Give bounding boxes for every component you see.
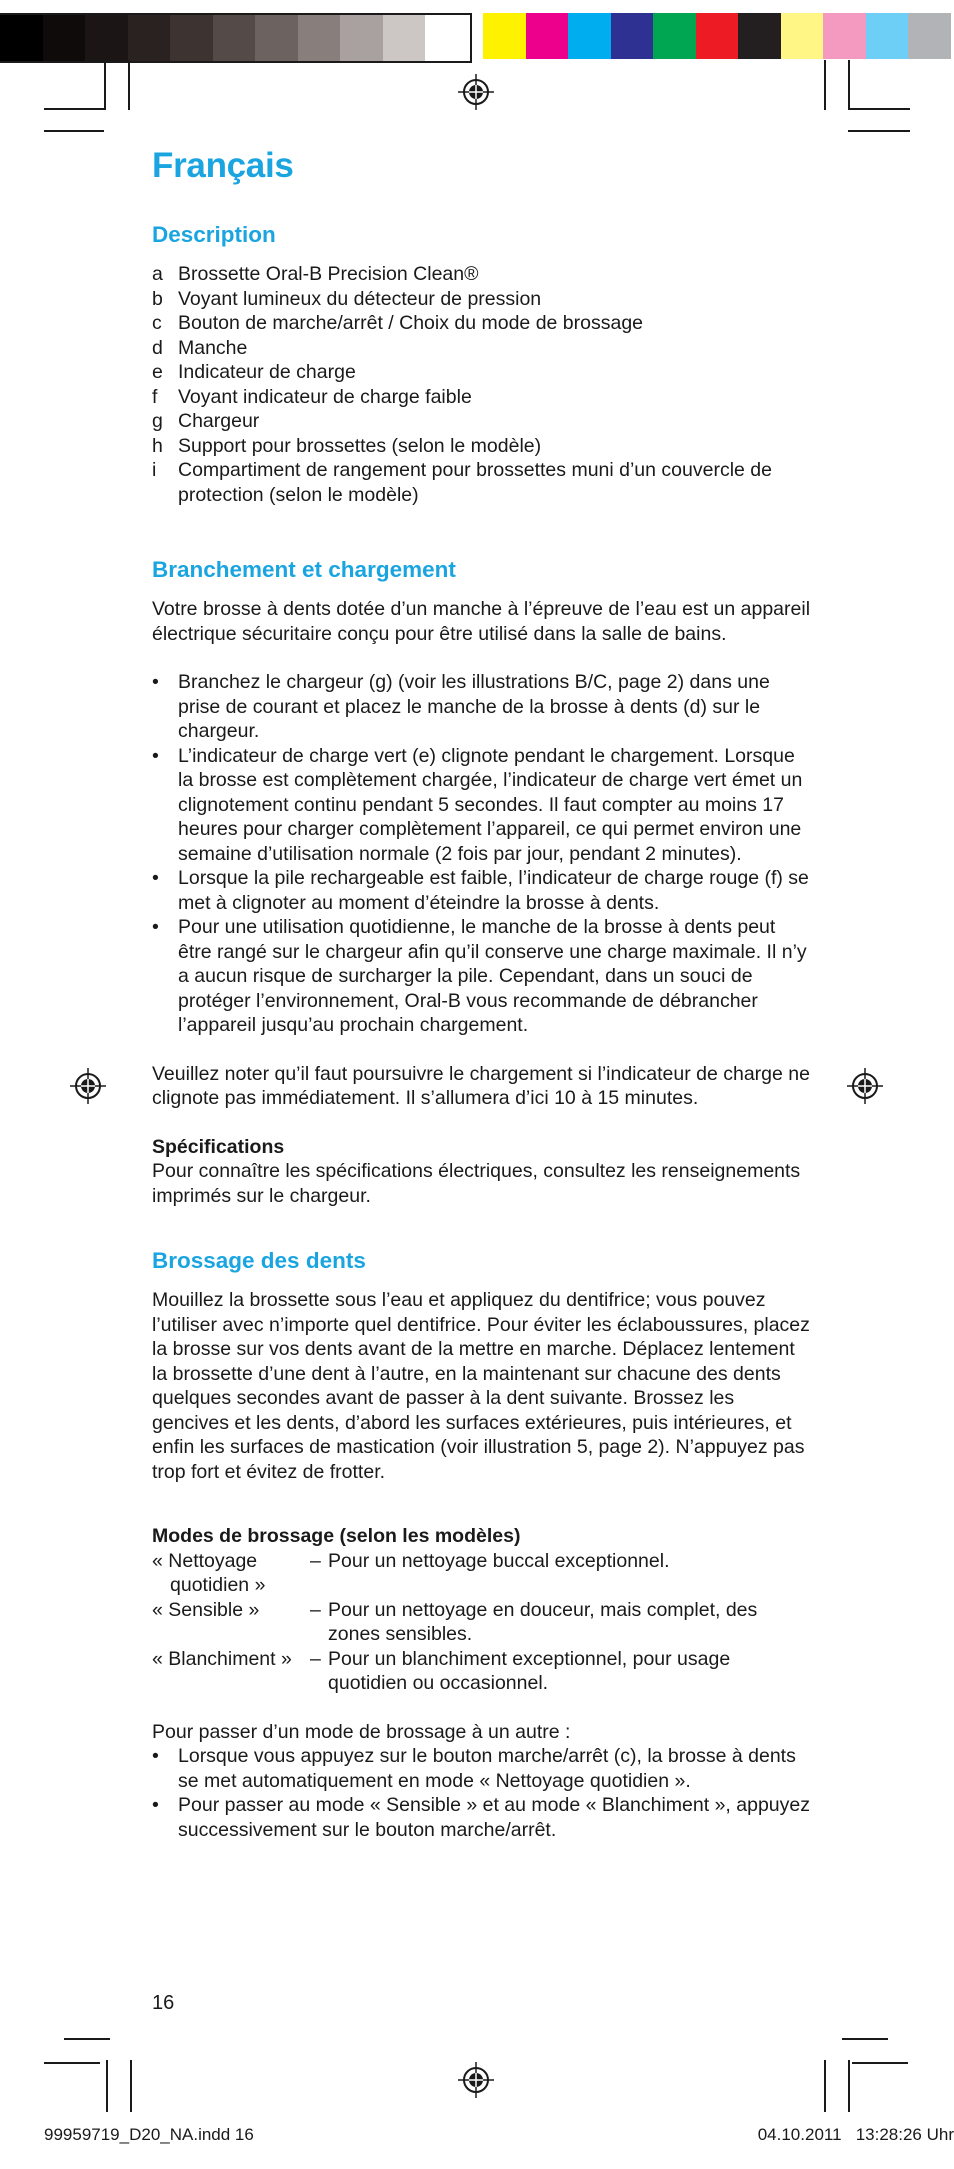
mode-row bbox=[152, 1647, 812, 1696]
gray-swatch bbox=[255, 15, 298, 61]
color-swatch bbox=[908, 13, 951, 59]
mode-row bbox=[152, 1549, 812, 1598]
bullet-text: Pour une utilisation quotidienne, le manche de la brosse à dents peut être rangé sur le chargeur afin qu’il conserve une charge maximale. Il n’y a aucun risque de surcharger la pile. Cependant, dans un souci de protéger l’environnement, Oral-B vous recommande de débrancher l’appareil jusqu’au prochain chargement. bbox=[178, 916, 807, 1036]
mode-name-cont: quotidien » bbox=[170, 1574, 266, 1596]
crop-mark bbox=[842, 2038, 888, 2040]
item-text: Brossette Oral-B Precision Clean® bbox=[178, 263, 479, 285]
list-item bbox=[152, 360, 812, 385]
specs-text: Pour connaître les spécifications électriques, consultez les renseignements imprimés sur le chargeur. bbox=[152, 1160, 801, 1207]
mode-dash: – bbox=[310, 1549, 321, 1572]
item-letter: a bbox=[152, 263, 163, 285]
item-letter: f bbox=[152, 385, 158, 408]
crop-mark bbox=[64, 2038, 110, 2040]
charging-note: Veuillez noter qu’il faut poursuivre le chargement si l’indicateur de charge ne clignote pas immédiatement. Il s’allumera d’ici 10 à 15 minutes. bbox=[152, 1062, 810, 1109]
modes-heading: Modes de brossage (selon les modèles) bbox=[152, 1525, 521, 1547]
item-letter: b bbox=[152, 287, 163, 310]
process-color-bar bbox=[483, 13, 951, 59]
section-heading-description: Description bbox=[152, 222, 276, 247]
item-text: Bouton de marche/arrêt / Choix du mode de brossage bbox=[178, 312, 644, 334]
color-swatch bbox=[526, 13, 569, 59]
crop-mark bbox=[848, 2060, 850, 2112]
page-title: Français bbox=[152, 146, 294, 185]
crop-mark bbox=[848, 130, 910, 132]
crop-mark bbox=[848, 108, 910, 110]
list-item bbox=[152, 915, 812, 1038]
registration-mark-icon bbox=[70, 1068, 106, 1104]
date-slug: 04.10.2011 13:28:26 Uhr bbox=[757, 2125, 954, 2144]
item-letter: d bbox=[152, 336, 163, 359]
switch-intro: Pour passer d’un mode de brossage à un autre : bbox=[152, 1720, 571, 1743]
mode-dash: – bbox=[310, 1598, 321, 1621]
gray-swatch bbox=[383, 15, 426, 61]
item-text: Chargeur bbox=[178, 410, 260, 432]
list-item bbox=[152, 434, 812, 459]
item-text: Compartiment de rangement pour brossettes muni d’un couvercle de protection (selon le modèle) bbox=[178, 459, 772, 506]
section-heading-charging: Branchement et chargement bbox=[152, 557, 456, 582]
mode-name bbox=[152, 1549, 310, 1598]
registration-mark-icon bbox=[458, 74, 494, 110]
list-item bbox=[152, 385, 812, 410]
gray-swatch bbox=[340, 15, 383, 61]
bullet-text: Lorsque la pile rechargeable est faible, l’indicateur de charge rouge (f) se met à clignoter au moment d’éteindre la brosse à dents. bbox=[178, 867, 809, 914]
crop-mark bbox=[106, 2060, 108, 2112]
list-item bbox=[152, 866, 812, 915]
specs-heading: Spécifications bbox=[152, 1135, 285, 1158]
bullet-marker: • bbox=[152, 916, 159, 938]
item-letter: c bbox=[152, 312, 162, 334]
item-text: Indicateur de charge bbox=[178, 361, 356, 383]
crop-mark bbox=[824, 2060, 826, 2112]
list-item bbox=[152, 409, 812, 434]
color-swatch bbox=[738, 13, 781, 59]
bullet-marker: • bbox=[152, 671, 159, 693]
color-swatch bbox=[611, 13, 654, 59]
item-text: Voyant lumineux du détecteur de pression bbox=[178, 287, 542, 310]
bullet-text: Pour passer au mode « Sensible » et au mode « Blanchiment », appuyez successivement sur le bouton marche/arrêt. bbox=[178, 1794, 810, 1841]
crop-mark bbox=[44, 130, 104, 132]
file-slug: 99959719_D20_NA.indd 16 bbox=[44, 2125, 254, 2144]
list-item bbox=[152, 311, 812, 336]
modes-list bbox=[152, 1549, 812, 1696]
gray-swatch bbox=[128, 15, 171, 61]
section-heading-brushing: Brossage des dents bbox=[152, 1248, 366, 1273]
list-item bbox=[152, 458, 812, 507]
gray-swatch bbox=[170, 15, 213, 61]
list-item bbox=[152, 1744, 812, 1793]
gray-swatch bbox=[425, 15, 468, 61]
item-letter: e bbox=[152, 361, 163, 383]
mode-desc bbox=[310, 1647, 812, 1696]
registration-mark-icon bbox=[458, 2062, 494, 2098]
mode-desc bbox=[310, 1598, 812, 1647]
crop-mark bbox=[130, 2060, 132, 2112]
gray-swatch bbox=[43, 15, 86, 61]
mode-name-text: « Sensible » bbox=[152, 1598, 260, 1621]
color-swatch bbox=[568, 13, 611, 59]
mode-desc bbox=[310, 1549, 812, 1598]
brushing-intro: Mouillez la brossette sous l’eau et appliquez du dentifrice; vous pouvez l’utiliser avec n’importe quel dentifrice. Pour éviter les éclaboussures, placez la brosse sur vos dents avant de la mettre en marche. Déplacez lentement la brossette d’une dent à l’autre, en la maintenant sur chacune des dents quelques secondes avant de passer à la dent suivante. Brossez les gencives et les dents, d’abord les surfaces extérieures, puis intérieures, et enfin les surfaces de mastication (voir illustration 5, page 2). N’appuyez pas trop fort et évitez de frotter. bbox=[152, 1289, 810, 1483]
bullet-marker: • bbox=[152, 1745, 159, 1767]
mode-dash: – bbox=[310, 1647, 321, 1670]
list-item bbox=[152, 336, 812, 361]
charging-bullet-list bbox=[152, 670, 812, 1038]
mode-row bbox=[152, 1598, 812, 1647]
gray-swatch bbox=[298, 15, 341, 61]
item-letter: i bbox=[152, 459, 157, 481]
mode-name-text: « Nettoyage bbox=[152, 1549, 258, 1572]
gray-color-bar bbox=[0, 13, 472, 63]
crop-mark bbox=[824, 60, 826, 110]
gray-swatch bbox=[85, 15, 128, 61]
charging-intro: Votre brosse à dents dotée d’un manche à l’épreuve de l’eau est un appareil électrique sécuritaire conçu pour être utilisé dans la salle de bains. bbox=[152, 598, 811, 645]
mode-desc-text: Pour un blanchiment exceptionnel, pour usage quotidien ou occasionnel. bbox=[328, 1647, 731, 1694]
bullet-marker: • bbox=[152, 867, 159, 889]
gray-swatch bbox=[213, 15, 256, 61]
list-item bbox=[152, 287, 812, 312]
list-item bbox=[152, 1793, 812, 1842]
bullet-marker: • bbox=[152, 1794, 159, 1816]
gray-swatch bbox=[0, 15, 43, 61]
mode-name bbox=[152, 1598, 310, 1647]
mode-name-text: « Blanchiment » bbox=[152, 1647, 292, 1670]
bullet-marker: • bbox=[152, 744, 159, 767]
color-swatch bbox=[483, 13, 526, 59]
crop-mark bbox=[848, 60, 850, 110]
switch-bullet-list bbox=[152, 1744, 812, 1842]
page-content bbox=[152, 146, 812, 1842]
color-swatch bbox=[823, 13, 866, 59]
registration-mark-icon bbox=[847, 1068, 883, 1104]
color-swatch bbox=[781, 13, 824, 59]
crop-mark bbox=[852, 2062, 908, 2064]
item-letter: h bbox=[152, 434, 163, 457]
color-swatch bbox=[653, 13, 696, 59]
color-swatch bbox=[696, 13, 739, 59]
bullet-text: Lorsque vous appuyez sur le bouton marche/arrêt (c), la brosse à dents se met automatiquement en mode « Nettoyage quotidien ». bbox=[178, 1745, 796, 1792]
bullet-text: Branchez le chargeur (g) (voir les illustrations B/C, page 2) dans une prise de courant et placez le manche de la brosse à dents (d) sur le chargeur. bbox=[178, 671, 770, 742]
mode-desc-text: Pour un nettoyage en douceur, mais complet, des zones sensibles. bbox=[328, 1598, 758, 1645]
item-text: Voyant indicateur de charge faible bbox=[178, 385, 472, 408]
bullet-text: L’indicateur de charge vert (e) clignote pendant le chargement. Lorsque la brosse est complètement chargée, l’indicateur de charge vert émet un clignotement continu pendant 5 secondes. Il faut compter au moins 17 heures pour charger complètement l’appareil, ce qui permet environ une semaine d’utilisation normale (2 fois par jour, pendant 2 minutes). bbox=[178, 744, 803, 865]
crop-mark bbox=[128, 60, 130, 110]
crop-mark bbox=[104, 60, 106, 110]
list-item bbox=[152, 670, 812, 744]
item-text: Support pour brossettes (selon le modèle) bbox=[178, 434, 542, 457]
color-swatch bbox=[866, 13, 909, 59]
crop-mark bbox=[44, 108, 104, 110]
list-item bbox=[152, 262, 812, 287]
description-list bbox=[152, 262, 812, 507]
mode-name bbox=[152, 1647, 310, 1696]
item-letter: g bbox=[152, 410, 163, 432]
crop-mark bbox=[44, 2062, 100, 2064]
item-text: Manche bbox=[178, 336, 248, 359]
mode-desc-text: Pour un nettoyage buccal exceptionnel. bbox=[328, 1549, 670, 1572]
list-item bbox=[152, 744, 812, 867]
page-number: 16 bbox=[152, 1992, 175, 2014]
